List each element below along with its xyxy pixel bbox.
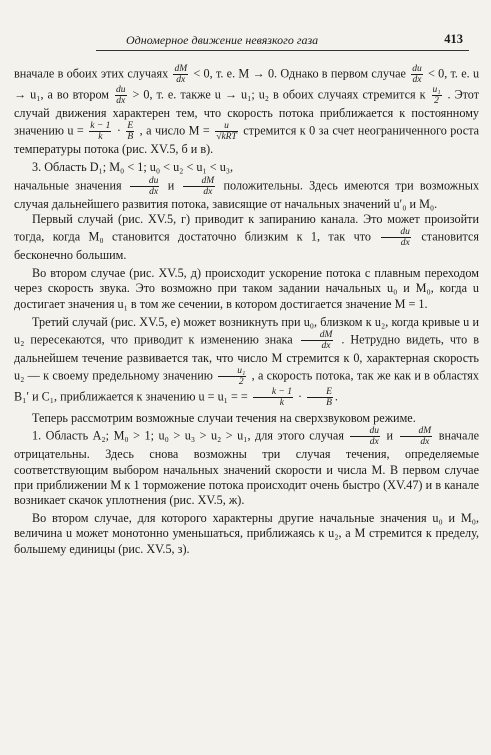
- dot-operator: ·: [116, 123, 121, 138]
- paragraph-6: Теперь рассмотрим возможные случаи течения на сверхзвуковом режиме.: [32, 411, 416, 426]
- text-run: 3. Область D₁; M₀ < 1; u₀ < u₂ < u₁ < u₃,: [32, 160, 234, 175]
- running-title: Одномерное движение невязкого газа: [126, 33, 319, 47]
- fraction-u1-2: $\frac{\text{u₁}}{2}$: [432, 85, 441, 106]
- text-run: . Нетрудно видеть, что в дальнейшем течение развивается так, что число M стремится к 0, характерная скорость u₂ — к своему предельному значению: [14, 332, 480, 383]
- paragraph-1: [14, 64, 479, 157]
- text-run: Третий случай (рис. XV.5, е) может возникнуть при u₀, близком к u₂, когда кривые u и u₂ пересекаются, что приводит к изменению знака: [14, 314, 479, 347]
- fraction-du-dx: $\frac{du}{dx}$: [412, 64, 422, 85]
- fraction-km1-k: $\frac{k - 1}{k}$: [90, 121, 111, 143]
- paragraph-2: [14, 160, 479, 211]
- fraction-du-dx: $\frac{du}{dx}$: [350, 426, 380, 447]
- text-run: вначале отрицательны. Здесь снова возможны три случая течения, определяемые соответствующим выбором начальных значений скорости и числа M. В первом случае при приближении M к 1 торможение потока происходит очень быстро (XV.47) и в канале возникает скачок уплотнения (рис. XV.5, ж).: [14, 428, 480, 508]
- fraction-u-sqrtkRT: $\frac{u}{\text{√kRT}}$: [216, 121, 237, 143]
- text-run: вначале в обоих этих случаях: [14, 66, 169, 81]
- fraction-du-dx: $\frac{du}{dx}$: [381, 227, 411, 248]
- fraction-dM-dx: $\frac{dM}{dx}$: [174, 64, 188, 85]
- text-run: становится бесконечно большим.: [14, 229, 480, 263]
- text-run: положительны. Здесь имеются три возможных случая дальнейшего развития потока, зависящие от начальных значений u′₀ и M₀.: [14, 177, 480, 211]
- text-run: и: [167, 177, 175, 192]
- text-run: и: [386, 428, 394, 443]
- fraction-E-B: $\frac{E}{B}$: [127, 121, 134, 143]
- text-run: < 0, т. е. M → 0. Однако в первом случае: [193, 66, 406, 81]
- fraction-du-dx: $\frac{du}{dx}$: [116, 85, 126, 106]
- text-run: < 0, т. е. u → u₁, а во втором: [14, 66, 480, 102]
- paragraph-3: [14, 212, 479, 263]
- fraction-dM-dx: $\frac{dM}{dx}$: [301, 330, 334, 351]
- fraction-dM-dx: $\frac{dM}{dx}$: [183, 176, 216, 197]
- text-run: начальные значения: [14, 177, 122, 192]
- paragraph-8: Во втором случае, для которого характерны другие начальные значения u₀ и M₀, величина u может монотонно уменьшаться, приближаясь к u₂, а M стремится к пределу, большему единицы (рис. XV.5, з).: [14, 511, 479, 556]
- page-body: [14, 64, 479, 557]
- paragraph-7: [14, 426, 479, 508]
- text-run: , а скорость потока, так же как и в областях B₁′ и C₁, приближается к значению u = u₁ = =: [14, 368, 480, 404]
- fraction-km1-k: $\frac{k - 1}{k}$: [253, 387, 293, 408]
- running-header: [96, 30, 469, 51]
- fraction-u1-2: $\frac{\text{u₁}}{2}$: [218, 366, 246, 387]
- fraction-E-B: $\frac{E}{B}$: [307, 387, 333, 408]
- text-run: > 0, т. е. также u → u₁; u₂ в обоих случаях стремится к: [132, 87, 426, 102]
- text-run: , а число M =: [139, 123, 210, 138]
- text-run: . Этот случай движения характерен тем, что скорость потока приближается к постоянному значению u =: [14, 87, 480, 138]
- text-run: Первый случай (рис. XV.5, г) приводит к запиранию канала. Это может произойти тогда, когда M₀ становится достаточно близким к 1, так что: [14, 211, 479, 244]
- paragraph-4: Во втором случае (рис. XV.5, д) происходит ускорение потока с плавным переходом через скорость звука. Это возможно при таком задании начальных u₀ и M₀, когда u достигает значения u₁ в том же сечении, в котором достигается значение M = 1.: [14, 266, 479, 311]
- dot-operator: ·: [298, 389, 303, 404]
- text-run: стремится к 0 за счет неограниченного роста температуры потока (рис. XV.5, б и в).: [14, 123, 480, 157]
- paragraph-5: Третий случай (рис. XV.5, е) может возникнуть при u₀, близком к u₂, когда кривые u и u₂ пересекаются, что приводит к изменению знака $\frac{dM}{dx}$ . Нетрудно видеть, что в дальнейшем течение развивается так, что число M стремится к 0, характерная скорость u₂ — к своему предельному значению $\frac{\text{u₁}}{2}$ , а скорость потока, так же как и в областях B₁′ и C₁, приближается к значению u = u₁ = = $\frac{k - 1}{k}$ · $\frac{E}{B}$ .: [14, 314, 480, 409]
- text-run: 1. Область A₂; M₀ > 1; u₀ > u₃ > u₂ > u₁, для этого случая: [32, 428, 344, 443]
- fraction-du-dx: $\frac{du}{dx}$: [130, 176, 160, 197]
- fraction-dM-dx: $\frac{dM}{dx}$: [400, 426, 433, 447]
- page-number: 413: [444, 32, 463, 46]
